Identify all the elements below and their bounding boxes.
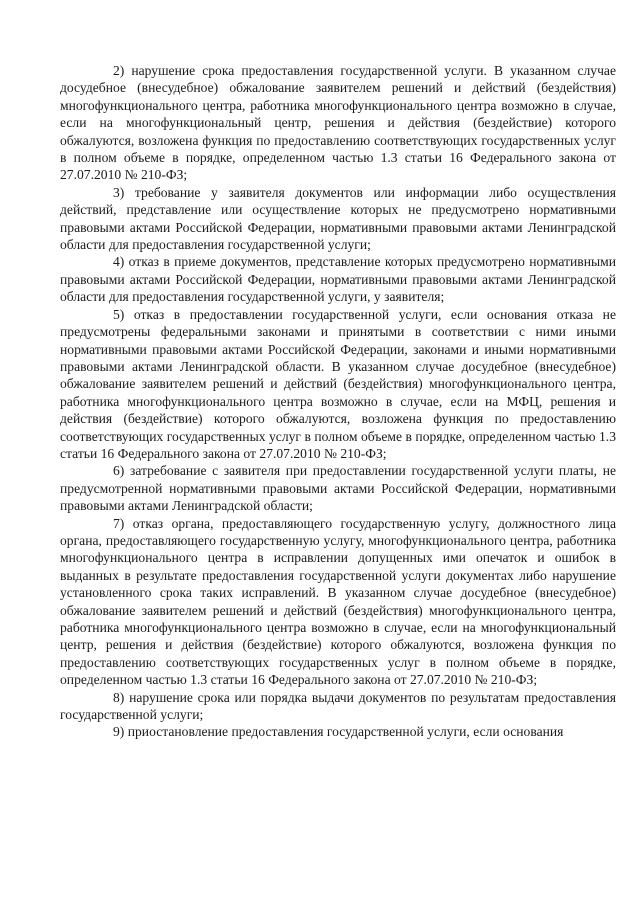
paragraph-item-8: 8) нарушение срока или порядка выдачи документов по результатам предоставления государственной услуги; bbox=[60, 689, 616, 723]
paragraph-item-6: 6) затребование с заявителя при предоставлении государственной услуги платы, не предусмотренной нормативными правовыми актами Российской Федерации, нормативными правовыми актами Ленинградской области; bbox=[60, 463, 616, 514]
document-page bbox=[60, 62, 616, 741]
paragraph-item-7: 7) отказ органа, предоставляющего государственную услугу, должностного лица органа, предоставляющего государственную услугу, многофункционального центра, работника многофункционального центра в исправлении допущенных ими опечаток и ошибок в выданных в результате предоставления государственной услуги документах либо нарушение установленного срока таких исправлений. В указанном случае досудебное (внесудебное) обжалование заявителем решений и действий (бездействия) многофункционального центра, работника многофункционального центра возможно в случае, если на многофункциональный центр, решения и действия (бездействие) которого обжалуются, возложена функция по предоставлению соответствующих государственных услуг в полном объеме в порядке, определенном частью 1.3 статьи 16 Федерального закона от 27.07.2010 № 210-ФЗ; bbox=[60, 515, 616, 688]
paragraph-item-2: 2) нарушение срока предоставления государственной услуги. В указанном случае досудебное (внесудебное) обжалование заявителем решений и действий (бездействия) многофункционального центра, работника многофункционального центра возможно в случае, если на многофункциональный центр, решения и действия (бездействие) которого обжалуются, возложена функция по предоставлению соответствующих государственных услуг в полном объеме в порядке, определенном частью 1.3 статьи 16 Федерального закона от 27.07.2010 № 210-ФЗ; bbox=[60, 63, 616, 183]
paragraph-item-5: 5) отказ в предоставлении государственной услуги, если основания отказа не предусмотрены федеральными законами и принятыми в соответствии с ними иными нормативными правовыми актами Российской Федерации, законами и иными нормативными правовыми актами Ленинградской области. В указанном случае досудебное (внесудебное) обжалование заявителем решений и действий (бездействия) многофункционального центра, работника многофункционального центра возможно в случае, если на МФЦ, решения и действия (бездействие) которого обжалуются, возложена функция по предоставлению соответствующих государственных услуг в полном объеме в порядке, определенном частью 1.3 статьи 16 Федерального закона от 27.07.2010 № 210-ФЗ; bbox=[60, 306, 616, 461]
paragraph-item-4: 4) отказ в приеме документов, представление которых предусмотрено нормативными правовыми актами Российской Федерации, нормативными правовыми актами Ленинградской области для предоставления государственной услуги, у заявителя; bbox=[60, 254, 616, 305]
paragraph-item-3: 3) требование у заявителя документов или информации либо осуществления действий, представление или осуществление которых не предусмотрено нормативными правовыми актами Российской Федерации, нормативными правовыми актами Ленинградской области для предоставления государственной услуги; bbox=[60, 184, 616, 253]
paragraph-item-9: 9) приостановление предоставления государственной услуги, если основания bbox=[113, 724, 564, 740]
